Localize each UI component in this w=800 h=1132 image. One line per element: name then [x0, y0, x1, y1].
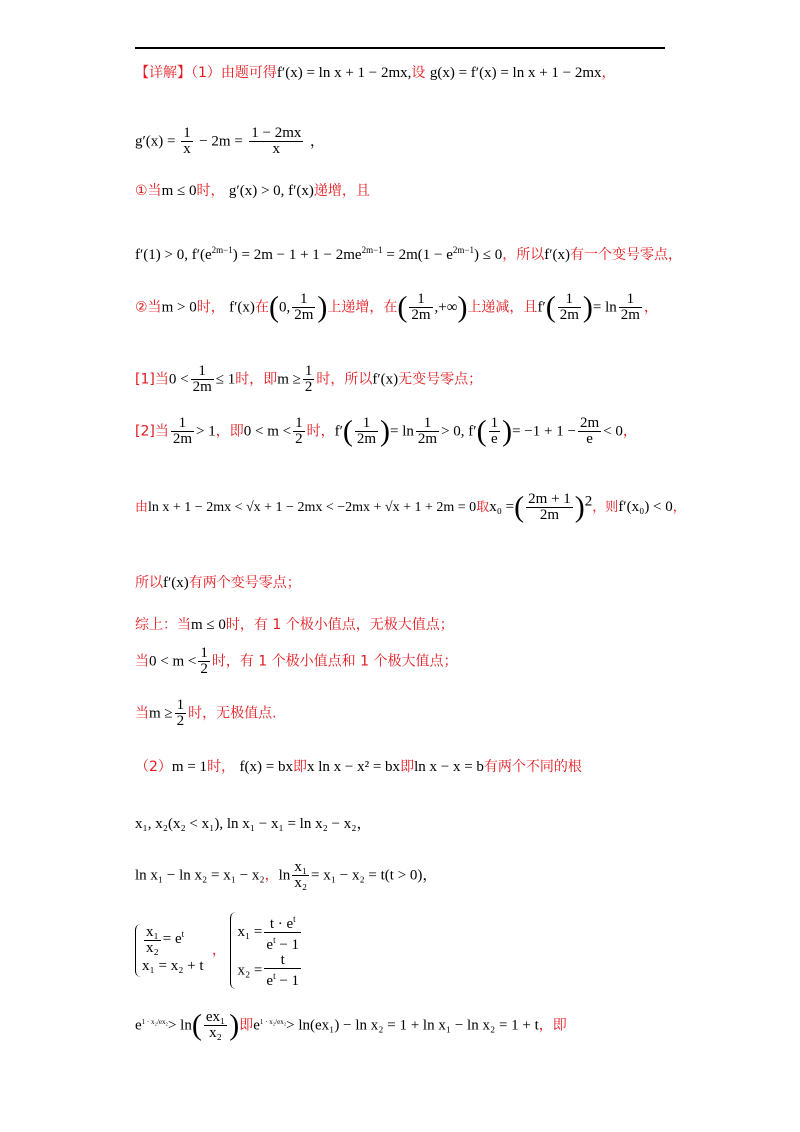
formula: = ln: [592, 299, 617, 316]
text: 上递减，且: [467, 299, 538, 316]
exponent: t: [293, 914, 296, 924]
formula: x₀ =: [489, 499, 515, 515]
exponent: 1 · x₂/ex₂: [141, 1017, 168, 1026]
text: 时，有 1 个极小值点和 1 个极大值点；: [211, 653, 458, 670]
numerator: 1: [304, 363, 313, 379]
formula-part: = 2m(1 − e: [386, 247, 453, 263]
formula-part: ) ≤ 0: [473, 247, 503, 263]
numerator: 1: [191, 364, 214, 380]
text: 时，: [306, 423, 335, 440]
parenthesis: (: [397, 290, 408, 324]
numerator: 1: [295, 415, 303, 431]
formula: g′(x) =: [135, 133, 180, 150]
line-10: [135, 614, 454, 634]
formula: x₁ =: [237, 923, 263, 940]
denominator: e: [266, 937, 274, 953]
exponent: 2m−1: [452, 245, 474, 255]
fraction: [578, 416, 601, 447]
formula: [135, 247, 502, 263]
parenthesis: ): [380, 414, 391, 448]
denominator: x: [272, 141, 281, 157]
formula: x₂ =: [237, 962, 263, 979]
formula-part: ) = 2m − 1 + 1 − 2me: [232, 247, 362, 263]
exponent: t: [273, 935, 276, 945]
text: 综上：当: [135, 617, 191, 633]
line-7: [135, 416, 637, 447]
denominator: 2m: [172, 431, 193, 447]
line-5: [135, 292, 658, 323]
text: 时，有 1 个极小值点，无极大值点；: [225, 617, 454, 633]
numerator: 1: [355, 416, 378, 432]
text: 由: [135, 500, 149, 515]
denominator: 2: [176, 713, 185, 729]
formula: ln: [278, 867, 291, 884]
text: ，所以: [502, 247, 545, 263]
numerator: 1: [490, 415, 499, 431]
text: 即: [239, 1017, 254, 1034]
fraction: [416, 416, 439, 447]
denominator: 2: [200, 661, 208, 677]
fraction: [198, 646, 210, 677]
equation-system: [230, 912, 303, 989]
numerator: x₁: [146, 923, 159, 940]
fraction: [355, 416, 378, 447]
text: ，: [643, 299, 658, 316]
numerator: 1: [292, 292, 315, 308]
formula: m > 0: [161, 299, 197, 316]
line-14: [135, 812, 372, 833]
text: 在: [254, 299, 269, 316]
fraction: [191, 364, 214, 395]
text: [1]当: [135, 371, 169, 388]
punct: ，: [309, 133, 325, 150]
text: ，则: [592, 500, 619, 515]
formula: > ln: [167, 1017, 192, 1034]
numerator: 2m: [579, 415, 600, 431]
denominator: x₂: [146, 939, 159, 956]
formula: 0 < m <: [243, 423, 292, 440]
denominator: e: [586, 431, 593, 447]
formula: g(x) = f′(x) = ln x + 1 − 2mx: [429, 65, 602, 81]
formula: > 1: [196, 423, 216, 440]
punct: ，: [422, 867, 438, 884]
formula: − 2m =: [199, 133, 243, 150]
fraction: [293, 416, 305, 447]
text: ，: [601, 65, 616, 81]
numerator: ex₁: [205, 1009, 226, 1025]
parenthesis: ): [229, 1008, 240, 1042]
formula-part: f′(1) > 0, f′(e: [135, 247, 212, 263]
fraction: [303, 364, 315, 395]
formula: f′: [334, 423, 343, 440]
text: 有两个不同的根: [483, 759, 582, 775]
parenthesis: (: [476, 414, 487, 448]
text: ，: [622, 423, 637, 440]
line-4: [135, 244, 682, 264]
formula: ln x − x = b: [414, 759, 484, 775]
denominator-part: − 1: [275, 973, 300, 989]
line-8: [135, 492, 686, 523]
denominator: 2m: [411, 307, 431, 323]
text: [2]当: [135, 423, 169, 440]
numerator: 1: [619, 292, 642, 308]
line-15: [135, 860, 437, 891]
parenthesis: (: [545, 290, 556, 324]
formula: m ≥: [149, 705, 173, 722]
denominator: 2m: [294, 307, 314, 323]
numerator: 1 − 2mx: [251, 125, 302, 141]
formula: f′: [537, 299, 546, 316]
denominator-part: − 1: [275, 937, 300, 953]
text: 时，无极值点.: [188, 705, 277, 722]
denominator: 2m: [417, 431, 438, 447]
punct: ，: [356, 816, 372, 832]
text: 时，: [196, 299, 225, 316]
line-13: [135, 756, 582, 776]
text: 即: [400, 759, 415, 775]
text: 当: [135, 705, 149, 722]
line-3: [135, 180, 370, 200]
formula: f′(x): [163, 575, 189, 591]
fraction: [292, 860, 309, 891]
formula: > 0, f′: [441, 423, 477, 440]
fraction: [489, 416, 501, 447]
text: ，: [264, 867, 279, 884]
exponent: 2m−1: [361, 245, 383, 255]
denominator: 2: [295, 431, 303, 447]
exponent: 2m−1: [211, 245, 233, 255]
text: ，即: [215, 423, 244, 440]
parenthesis: (: [191, 1008, 202, 1042]
formula: ,+∞: [434, 299, 458, 316]
exponent: 1 · x₂/ex₂: [259, 1017, 287, 1026]
exponent: t: [273, 971, 276, 981]
denominator: 2m: [559, 307, 579, 323]
line-16: [135, 912, 307, 989]
detail-heading: 【详解】（1）由题可得: [135, 65, 277, 81]
formula: e: [253, 1017, 260, 1034]
text: ，即: [538, 1017, 567, 1034]
parenthesis: ): [502, 414, 513, 448]
line-11: [135, 646, 457, 677]
numerator: 1: [200, 645, 208, 661]
numerator: 1: [171, 416, 194, 432]
formula: f′(x): [229, 299, 255, 316]
formula: e: [135, 1017, 142, 1034]
parenthesis: ): [574, 490, 585, 524]
formula: x₁ = x₂ + t: [142, 957, 204, 974]
text: 递增，且: [313, 183, 370, 199]
formula: f′(x): [372, 371, 399, 388]
text: ，: [212, 942, 226, 959]
numerator: 1: [183, 125, 191, 141]
formula: ≤ 1: [215, 371, 236, 388]
line-2: [135, 126, 325, 157]
denominator: 2m: [356, 431, 377, 447]
line-12: [135, 698, 277, 729]
numerator: 1: [558, 292, 581, 308]
denominator: x₂: [209, 1025, 222, 1041]
text: 时，所以: [316, 371, 373, 388]
fraction: [558, 292, 581, 323]
formula: x₁, x₂(x₂ < x₁), ln x₁ − x₁ = ln x₂ − x₂: [135, 816, 357, 832]
exponent: t: [181, 929, 185, 940]
numerator: 1: [409, 292, 432, 308]
exponent: 2: [584, 493, 593, 510]
formula: m ≥: [277, 371, 301, 388]
formula: m ≤ 0: [161, 183, 197, 199]
parenthesis: (: [514, 490, 525, 524]
line-6: [135, 364, 482, 395]
formula: ln x₁ − ln x₂ = x₁ − x₂: [135, 867, 265, 884]
parenthesis: ): [457, 290, 468, 324]
text: ②当: [135, 299, 162, 316]
formula: 0,: [278, 299, 291, 316]
text: 无变号零点；: [398, 371, 483, 388]
fraction: [526, 492, 573, 523]
formula: < 0: [603, 423, 623, 440]
numerator: 1: [176, 697, 185, 713]
formula: g′(x) > 0, f′(x): [228, 183, 314, 199]
text: 当: [135, 653, 149, 670]
denominator: x: [183, 141, 191, 157]
denominator: 2m: [620, 307, 640, 323]
fraction: [144, 925, 161, 956]
formula: 0 < m <: [149, 653, 197, 670]
numerator: x₁: [294, 859, 308, 875]
formula: = x₁ − x₂ = t(t > 0): [311, 867, 423, 884]
parenthesis: ): [582, 290, 593, 324]
fraction: [171, 416, 194, 447]
numerator: t: [264, 953, 301, 969]
parenthesis: (: [268, 290, 279, 324]
text: 即: [292, 759, 307, 775]
text: ，: [672, 500, 686, 515]
formula: = −1 + 1 −: [512, 423, 576, 440]
text: 有一个变号零点，: [569, 247, 682, 263]
denominator: e: [491, 431, 498, 447]
formula: = ln: [390, 423, 414, 440]
numerator: 1: [416, 416, 439, 432]
line-1: [135, 62, 616, 82]
text: 设: [411, 65, 426, 81]
text: ①当: [135, 183, 162, 199]
text: 取: [476, 500, 490, 515]
equation-system: [135, 924, 204, 976]
fraction: [204, 1010, 227, 1041]
fraction: [264, 953, 301, 989]
formula: m ≤ 0: [191, 617, 226, 633]
denominator: x₂: [294, 875, 308, 891]
formula: f′(x₀) < 0: [618, 499, 673, 515]
denominator: e: [266, 973, 274, 989]
line-17: [135, 1010, 567, 1041]
formula: f(x) = bx: [239, 759, 293, 775]
fraction: [619, 292, 642, 323]
denominator: 2m: [539, 507, 560, 523]
formula: = e: [162, 931, 182, 948]
fraction: [409, 292, 432, 323]
numerator: 2m + 1: [528, 491, 571, 507]
text: 上递增，在: [327, 299, 398, 316]
fraction: [175, 698, 187, 729]
denominator: 2: [304, 379, 313, 395]
parenthesis: (: [342, 414, 353, 448]
fraction: [264, 912, 301, 953]
text: 时，: [196, 183, 225, 199]
formula: > ln(ex₁) − ln x₂ = 1 + ln x₁ − ln x₂ = 1 + t: [286, 1017, 539, 1034]
fraction: [181, 126, 193, 157]
formula: f′(x): [544, 247, 570, 263]
text: 所以: [135, 575, 163, 591]
denominator: 2m: [192, 379, 212, 395]
formula: m = 1: [171, 759, 208, 775]
text: 时，: [207, 759, 236, 775]
numerator: t · e: [269, 916, 294, 932]
fraction: [292, 292, 315, 323]
text: 有两个变号零点；: [188, 575, 301, 591]
text: 时，即: [235, 371, 278, 388]
formula: x ln x − x² = bx: [306, 759, 401, 775]
fraction: [249, 126, 303, 157]
header-rule: [135, 47, 665, 49]
text: （2）: [135, 759, 172, 775]
formula: f′(x) = ln x + 1 − 2mx,: [276, 65, 412, 81]
line-9: [135, 572, 301, 592]
formula: 0 <: [168, 371, 189, 388]
formula: ln x + 1 − 2mx < √x + 1 − 2mx < −2mx + √x + 1 + 2m = 0: [148, 500, 477, 515]
parenthesis: ): [317, 290, 328, 324]
